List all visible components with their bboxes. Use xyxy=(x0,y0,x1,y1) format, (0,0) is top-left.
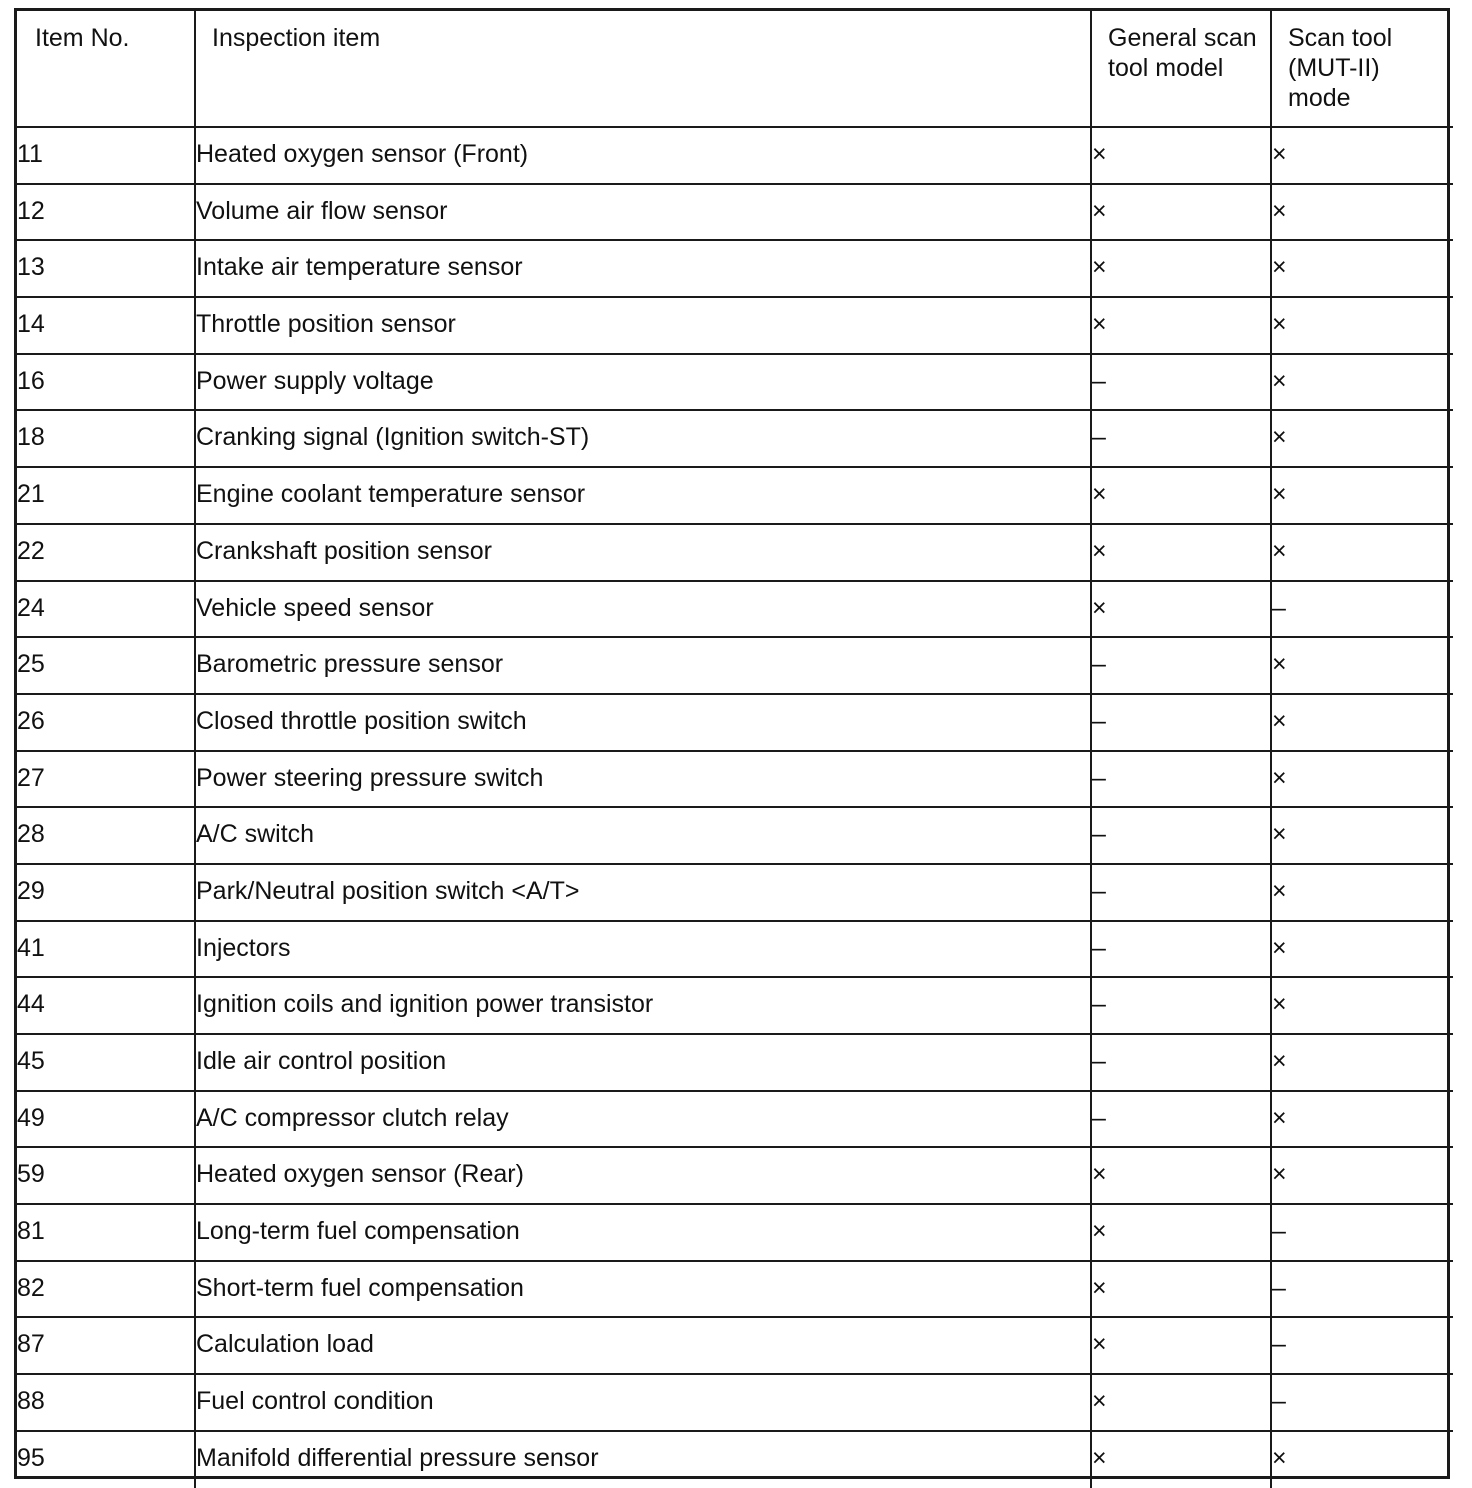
general-scan-tool-mark: – xyxy=(1091,977,1271,1034)
mut-ii-mark: × xyxy=(1271,410,1453,467)
table-row xyxy=(17,921,1453,978)
table-row xyxy=(17,864,1453,921)
item-number: 22 xyxy=(17,524,195,581)
table-row xyxy=(17,1374,1453,1431)
item-number: 11 xyxy=(17,127,195,184)
table-row xyxy=(17,1261,1453,1318)
general-scan-tool-mark: × xyxy=(1091,1317,1271,1374)
general-scan-tool-mark: × xyxy=(1091,1374,1271,1431)
inspection-item: Volume air flow sensor xyxy=(195,184,1091,241)
general-scan-tool-mark: × xyxy=(1091,467,1271,524)
table-row xyxy=(17,1147,1453,1204)
mut-ii-mark: × xyxy=(1271,467,1453,524)
mut-ii-mark: × xyxy=(1271,1431,1453,1488)
header-inspection-item: Inspection item xyxy=(195,11,1091,127)
item-number: 81 xyxy=(17,1204,195,1261)
general-scan-tool-mark: – xyxy=(1091,694,1271,751)
inspection-table xyxy=(17,11,1453,1488)
mut-ii-mark: – xyxy=(1271,1317,1453,1374)
item-number: 25 xyxy=(17,637,195,694)
inspection-item: Engine coolant temperature sensor xyxy=(195,467,1091,524)
item-number: 27 xyxy=(17,751,195,808)
general-scan-tool-mark: – xyxy=(1091,410,1271,467)
inspection-item: Manifold differential pressure sensor xyxy=(195,1431,1091,1488)
item-number: 13 xyxy=(17,240,195,297)
inspection-item: Crankshaft position sensor xyxy=(195,524,1091,581)
mut-ii-mark: × xyxy=(1271,354,1453,411)
general-scan-tool-mark: – xyxy=(1091,354,1271,411)
general-scan-tool-mark: – xyxy=(1091,807,1271,864)
general-scan-tool-mark: × xyxy=(1091,581,1271,638)
inspection-item: Calculation load xyxy=(195,1317,1091,1374)
inspection-item: Power supply voltage xyxy=(195,354,1091,411)
table-row xyxy=(17,1317,1453,1374)
mut-ii-mark: – xyxy=(1271,581,1453,638)
inspection-item: A/C compressor clutch relay xyxy=(195,1091,1091,1148)
item-number: 16 xyxy=(17,354,195,411)
mut-ii-mark: × xyxy=(1271,921,1453,978)
table-row xyxy=(17,297,1453,354)
mut-ii-mark: × xyxy=(1271,184,1453,241)
item-number: 88 xyxy=(17,1374,195,1431)
table-row xyxy=(17,1204,1453,1261)
mut-ii-mark: × xyxy=(1271,637,1453,694)
table-row xyxy=(17,184,1453,241)
table-row xyxy=(17,410,1453,467)
item-number: 29 xyxy=(17,864,195,921)
inspection-item: Ignition coils and ignition power transistor xyxy=(195,977,1091,1034)
header-general-scan-tool: General scan tool model xyxy=(1091,11,1271,127)
table-row xyxy=(17,807,1453,864)
general-scan-tool-mark: × xyxy=(1091,524,1271,581)
item-number: 45 xyxy=(17,1034,195,1091)
general-scan-tool-mark: – xyxy=(1091,1091,1271,1148)
item-number: 18 xyxy=(17,410,195,467)
item-number: 49 xyxy=(17,1091,195,1148)
table-row xyxy=(17,581,1453,638)
item-number: 87 xyxy=(17,1317,195,1374)
mut-ii-mark: × xyxy=(1271,1091,1453,1148)
item-number: 26 xyxy=(17,694,195,751)
inspection-item: Long-term fuel compensation xyxy=(195,1204,1091,1261)
item-number: 14 xyxy=(17,297,195,354)
item-number: 44 xyxy=(17,977,195,1034)
item-number: 59 xyxy=(17,1147,195,1204)
general-scan-tool-mark: × xyxy=(1091,127,1271,184)
table-row xyxy=(17,751,1453,808)
general-scan-tool-mark: × xyxy=(1091,184,1271,241)
mut-ii-mark: × xyxy=(1271,1034,1453,1091)
header-item-no: Item No. xyxy=(17,11,195,127)
mut-ii-mark: × xyxy=(1271,240,1453,297)
table-row xyxy=(17,1091,1453,1148)
mut-ii-mark: × xyxy=(1271,524,1453,581)
mut-ii-mark: × xyxy=(1271,694,1453,751)
item-number: 28 xyxy=(17,807,195,864)
inspection-item: Short-term fuel compensation xyxy=(195,1261,1091,1318)
table-header-row xyxy=(17,11,1453,127)
mut-ii-mark: – xyxy=(1271,1204,1453,1261)
item-number: 24 xyxy=(17,581,195,638)
mut-ii-mark: × xyxy=(1271,751,1453,808)
inspection-item: Park/Neutral position switch <A/T> xyxy=(195,864,1091,921)
table-row xyxy=(17,127,1453,184)
general-scan-tool-mark: – xyxy=(1091,751,1271,808)
table-row xyxy=(17,524,1453,581)
inspection-item: Closed throttle position switch xyxy=(195,694,1091,751)
inspection-item: Injectors xyxy=(195,921,1091,978)
mut-ii-mark: × xyxy=(1271,977,1453,1034)
inspection-item: Throttle position sensor xyxy=(195,297,1091,354)
mut-ii-mark: × xyxy=(1271,127,1453,184)
table-row xyxy=(17,1034,1453,1091)
inspection-item: Barometric pressure sensor xyxy=(195,637,1091,694)
item-number: 95 xyxy=(17,1431,195,1488)
mut-ii-mark: × xyxy=(1271,1147,1453,1204)
general-scan-tool-mark: × xyxy=(1091,1261,1271,1318)
inspection-item: A/C switch xyxy=(195,807,1091,864)
general-scan-tool-mark: × xyxy=(1091,1431,1271,1488)
general-scan-tool-mark: – xyxy=(1091,1034,1271,1091)
inspection-item: Heated oxygen sensor (Front) xyxy=(195,127,1091,184)
header-mut-ii-scan-tool: Scan tool (MUT-II) mode xyxy=(1271,11,1453,127)
general-scan-tool-mark: × xyxy=(1091,240,1271,297)
inspection-item: Heated oxygen sensor (Rear) xyxy=(195,1147,1091,1204)
general-scan-tool-mark: – xyxy=(1091,921,1271,978)
general-scan-tool-mark: × xyxy=(1091,1204,1271,1261)
general-scan-tool-mark: × xyxy=(1091,297,1271,354)
item-number: 82 xyxy=(17,1261,195,1318)
general-scan-tool-mark: × xyxy=(1091,1147,1271,1204)
item-number: 41 xyxy=(17,921,195,978)
table-row xyxy=(17,977,1453,1034)
inspection-table-frame xyxy=(14,8,1450,1479)
mut-ii-mark: × xyxy=(1271,297,1453,354)
table-row xyxy=(17,1431,1453,1488)
inspection-item: Vehicle speed sensor xyxy=(195,581,1091,638)
inspection-item: Idle air control position xyxy=(195,1034,1091,1091)
inspection-item: Power steering pressure switch xyxy=(195,751,1091,808)
general-scan-tool-mark: – xyxy=(1091,637,1271,694)
inspection-item: Intake air temperature sensor xyxy=(195,240,1091,297)
table-row xyxy=(17,240,1453,297)
mut-ii-mark: × xyxy=(1271,864,1453,921)
item-number: 12 xyxy=(17,184,195,241)
mut-ii-mark: × xyxy=(1271,807,1453,864)
inspection-item: Fuel control condition xyxy=(195,1374,1091,1431)
table-row xyxy=(17,354,1453,411)
table-row xyxy=(17,637,1453,694)
item-number: 21 xyxy=(17,467,195,524)
mut-ii-mark: – xyxy=(1271,1261,1453,1318)
general-scan-tool-mark: – xyxy=(1091,864,1271,921)
inspection-item: Cranking signal (Ignition switch-ST) xyxy=(195,410,1091,467)
table-row xyxy=(17,467,1453,524)
mut-ii-mark: – xyxy=(1271,1374,1453,1431)
table-row xyxy=(17,694,1453,751)
